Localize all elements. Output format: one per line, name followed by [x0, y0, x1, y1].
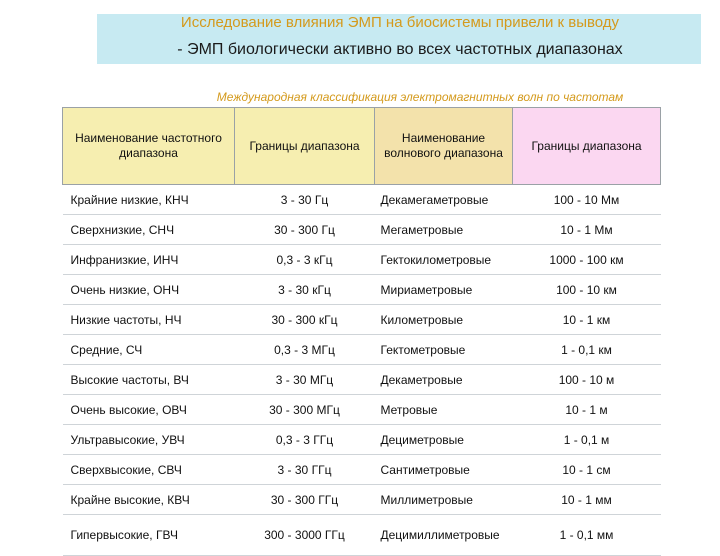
- cell-frequency-bounds: 30 - 300 МГц: [235, 395, 375, 425]
- table-row: [63, 305, 661, 335]
- table-row: [63, 185, 661, 215]
- cell-wave-name: Гектокилометровые: [375, 245, 513, 275]
- cell-wave-bounds: 100 - 10 м: [513, 365, 661, 395]
- cell-wave-name: Мегаметровые: [375, 215, 513, 245]
- cell-wave-bounds: 10 - 1 км: [513, 305, 661, 335]
- cell-frequency-name: Крайние низкие, КНЧ: [63, 185, 235, 215]
- table-row: [63, 215, 661, 245]
- cell-wave-bounds: 1 - 0,1 км: [513, 335, 661, 365]
- cell-wave-bounds: 1 - 0,1 мм: [513, 515, 661, 556]
- cell-frequency-bounds: 0,3 - 3 МГц: [235, 335, 375, 365]
- cell-frequency-bounds: 30 - 300 кГц: [235, 305, 375, 335]
- cell-wave-bounds: 100 - 10 км: [513, 275, 661, 305]
- cell-frequency-name: Средние, СЧ: [63, 335, 235, 365]
- title-line-1: Исследование влияния ЭМП на биосистемы привели к выводу: [180, 14, 620, 31]
- cell-frequency-name: Высокие частоты, ВЧ: [63, 365, 235, 395]
- cell-wave-name: Метровые: [375, 395, 513, 425]
- cell-frequency-name: Очень высокие, ОВЧ: [63, 395, 235, 425]
- cell-wave-bounds: 10 - 1 Мм: [513, 215, 661, 245]
- cell-wave-name: Декаметровые: [375, 365, 513, 395]
- cell-frequency-bounds: 3 - 30 ГГц: [235, 455, 375, 485]
- cell-frequency-name: Крайне высокие, КВЧ: [63, 485, 235, 515]
- table-row: [63, 245, 661, 275]
- header-frequency-name: Наименование частотного диапазона: [63, 108, 235, 185]
- cell-frequency-name: Гипервысокие, ГВЧ: [63, 515, 235, 556]
- table-row: [63, 335, 661, 365]
- cell-wave-name: Децимиллиметровые: [375, 515, 513, 556]
- table-row: [63, 455, 661, 485]
- cell-frequency-name: Низкие частоты, НЧ: [63, 305, 235, 335]
- cell-frequency-bounds: 3 - 30 МГц: [235, 365, 375, 395]
- cell-frequency-bounds: 30 - 300 ГГц: [235, 485, 375, 515]
- cell-frequency-name: Очень низкие, ОНЧ: [63, 275, 235, 305]
- cell-wave-bounds: 1000 - 100 км: [513, 245, 661, 275]
- cell-frequency-name: Инфранизкие, ИНЧ: [63, 245, 235, 275]
- header-frequency-bounds: Границы диапазона: [235, 108, 375, 185]
- table-row: [63, 515, 661, 556]
- cell-frequency-bounds: 3 - 30 Гц: [235, 185, 375, 215]
- table-caption: Международная классификация электромагнитных волн по частотам: [216, 90, 624, 104]
- cell-wave-bounds: 100 - 10 Мм: [513, 185, 661, 215]
- cell-wave-name: Сантиметровые: [375, 455, 513, 485]
- cell-frequency-bounds: 0,3 - 3 ГГц: [235, 425, 375, 455]
- cell-wave-name: Миллиметровые: [375, 485, 513, 515]
- cell-wave-bounds: 1 - 0,1 м: [513, 425, 661, 455]
- cell-wave-name: Мириаметровые: [375, 275, 513, 305]
- table-body: [63, 185, 661, 556]
- cell-wave-name: Гектометровые: [375, 335, 513, 365]
- cell-wave-name: Километровые: [375, 305, 513, 335]
- table-row: [63, 395, 661, 425]
- cell-wave-bounds: 10 - 1 см: [513, 455, 661, 485]
- table-row: [63, 485, 661, 515]
- frequency-table: [62, 107, 661, 556]
- table-row: [63, 275, 661, 305]
- cell-wave-name: Дециметровые: [375, 425, 513, 455]
- header-wave-bounds: Границы диапазона: [513, 108, 661, 185]
- cell-wave-bounds: 10 - 1 м: [513, 395, 661, 425]
- cell-frequency-bounds: 0,3 - 3 кГц: [235, 245, 375, 275]
- header-wave-name: Наименование волнового диапазона: [375, 108, 513, 185]
- cell-frequency-bounds: 3 - 30 кГц: [235, 275, 375, 305]
- title-line-2: - ЭМП биологически активно во всех частотных диапазонах: [177, 41, 623, 58]
- cell-frequency-name: Сверхвысокие, СВЧ: [63, 455, 235, 485]
- table-row: [63, 425, 661, 455]
- cell-wave-name: Декамегаметровые: [375, 185, 513, 215]
- cell-frequency-name: Сверхнизкие, СНЧ: [63, 215, 235, 245]
- table-header-row: [63, 108, 661, 185]
- table-row: [63, 365, 661, 395]
- cell-frequency-name: Ультравысокие, УВЧ: [63, 425, 235, 455]
- cell-wave-bounds: 10 - 1 мм: [513, 485, 661, 515]
- cell-frequency-bounds: 30 - 300 Гц: [235, 215, 375, 245]
- cell-frequency-bounds: 300 - 3000 ГГц: [235, 515, 375, 556]
